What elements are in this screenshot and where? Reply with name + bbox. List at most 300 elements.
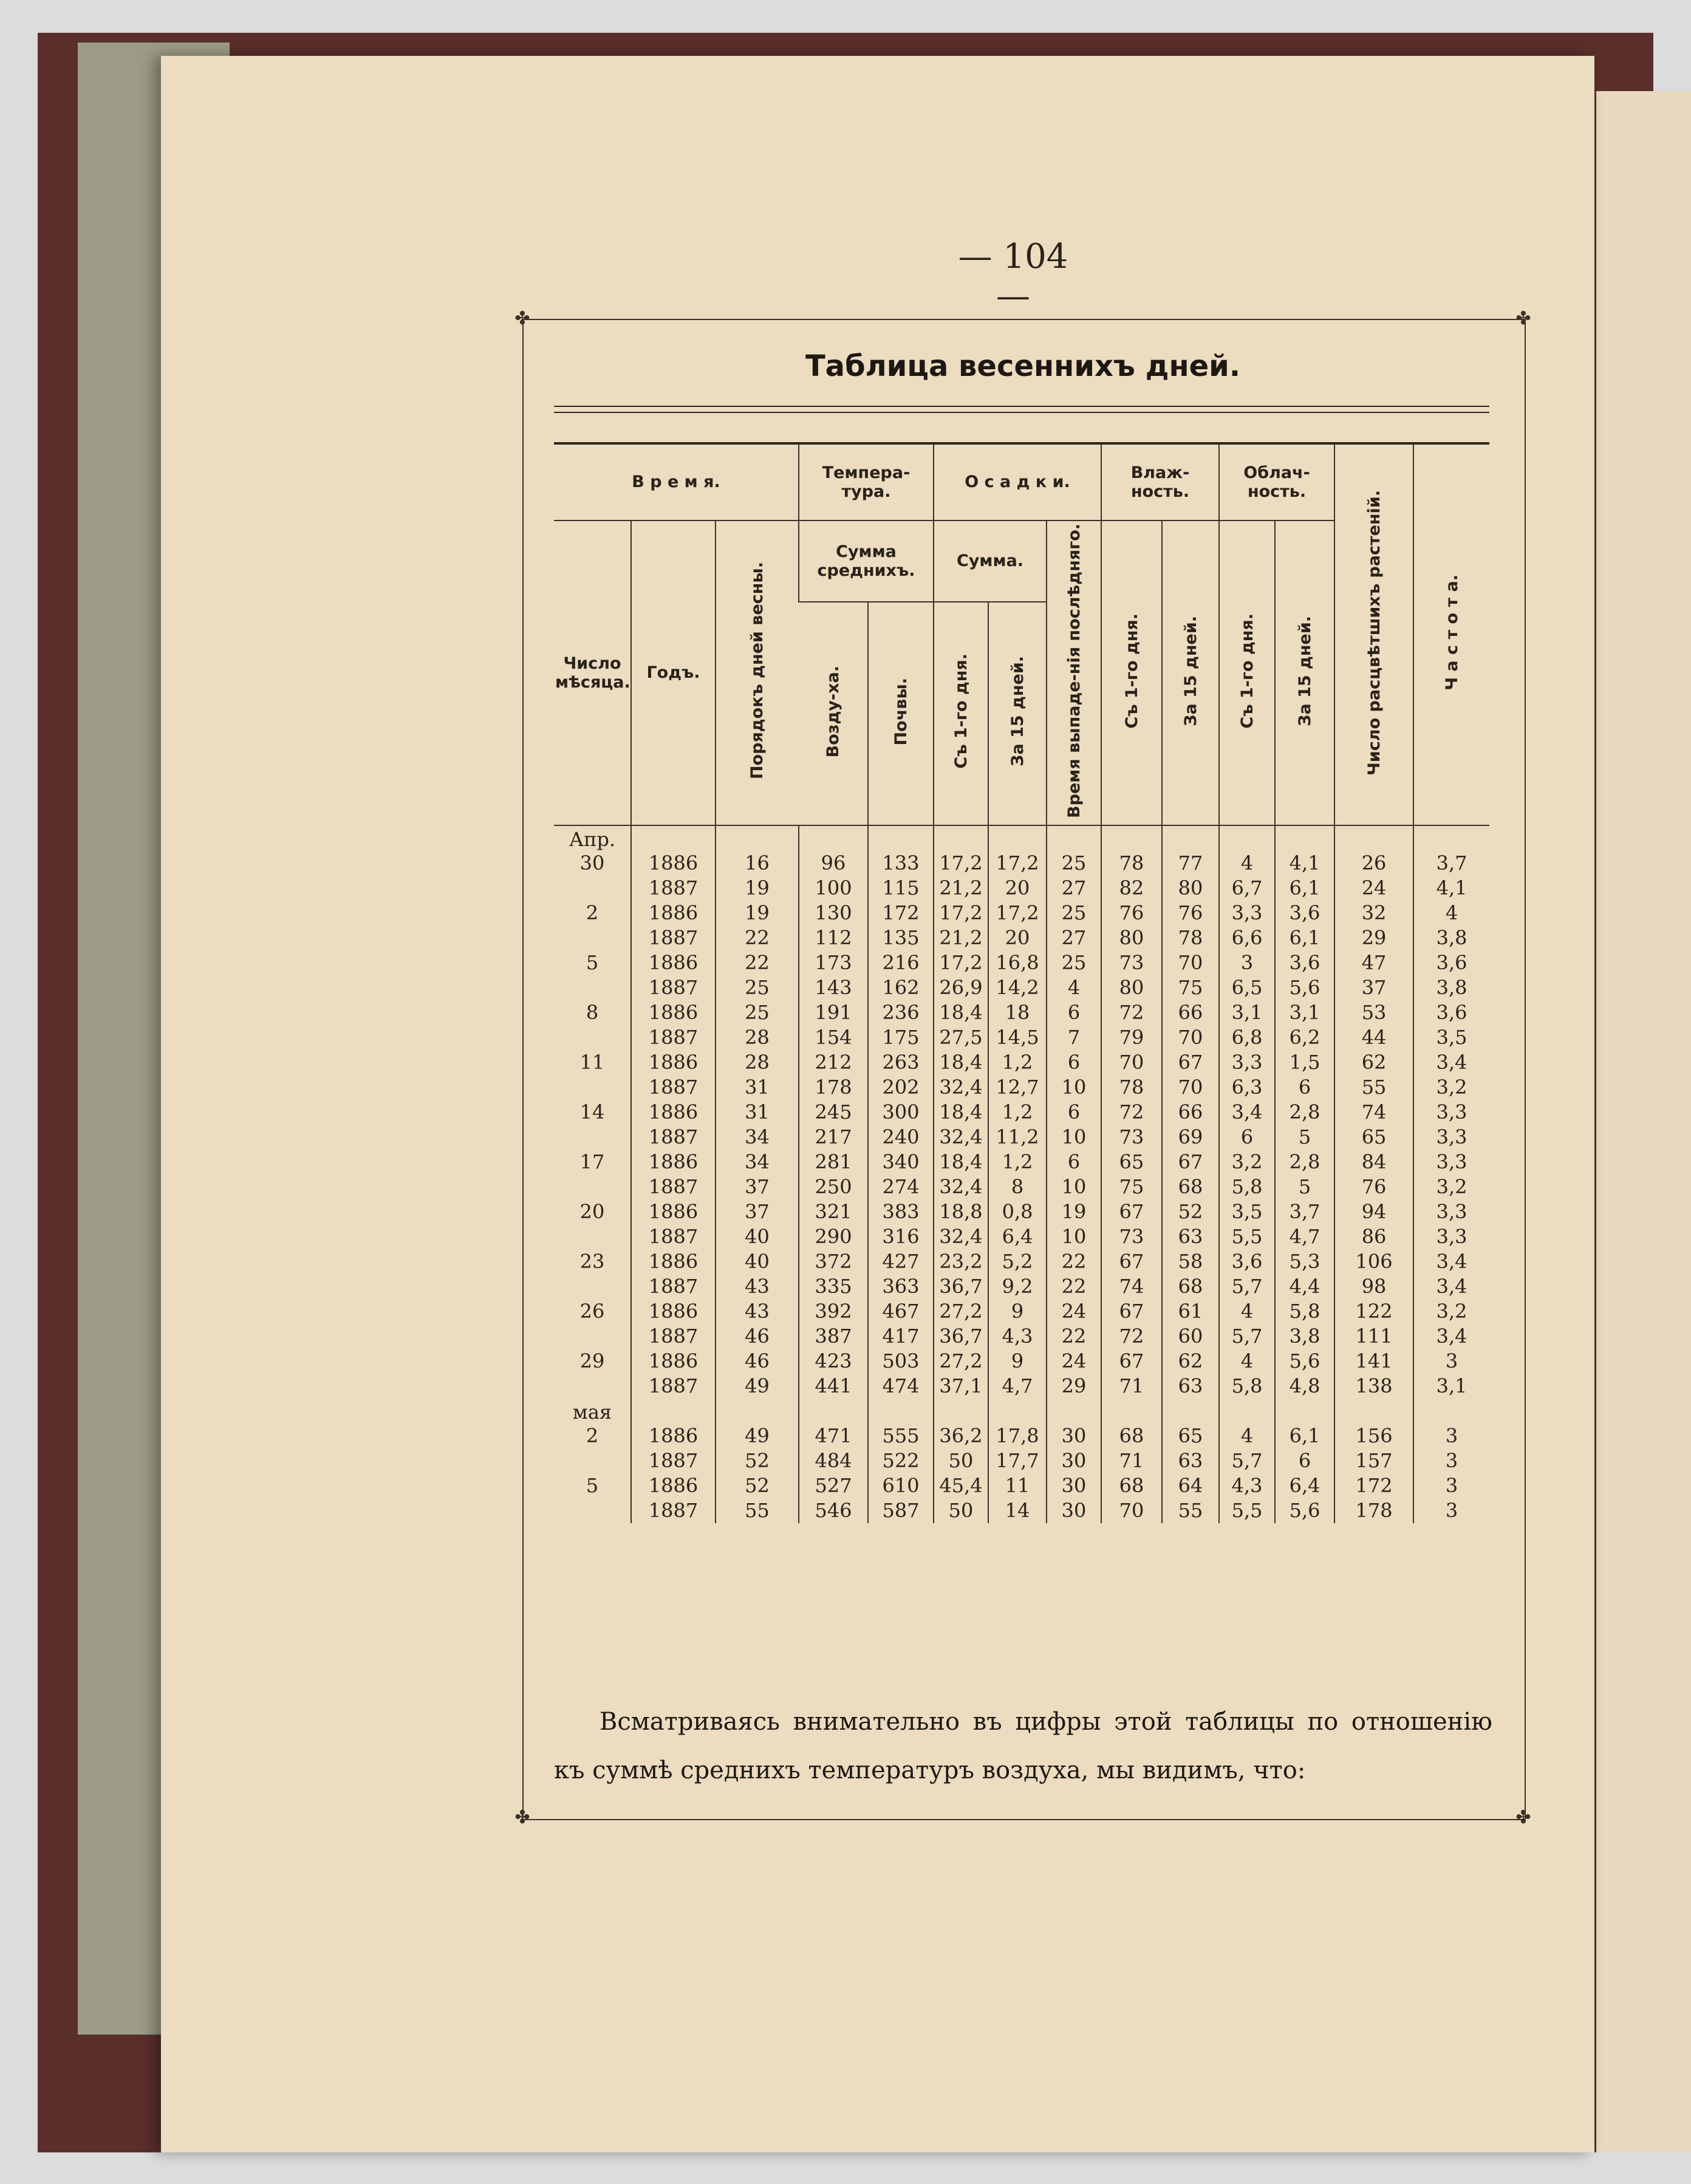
table-cell: 18,4 <box>934 1000 988 1025</box>
table-cell: 14 <box>988 1498 1047 1523</box>
table-cell: 34 <box>716 1150 799 1175</box>
table-cell: 37 <box>716 1175 799 1199</box>
table-cell: 1886 <box>631 1199 716 1224</box>
table-cell: 32,4 <box>934 1175 988 1199</box>
day-cell: 23 <box>579 1250 605 1274</box>
table-cell: 70 <box>1162 1025 1219 1050</box>
table-cell: 5,2 <box>988 1249 1047 1274</box>
table-cell: 3 <box>1413 1473 1489 1498</box>
day-cell: 5 <box>586 1474 599 1498</box>
facing-page <box>1596 91 1691 2152</box>
table-cell <box>1047 825 1101 851</box>
table-cell: 70 <box>1162 1075 1219 1100</box>
table-row <box>554 1498 1489 1523</box>
table-cell: 3,4 <box>1219 1100 1275 1125</box>
table-cell: 17,2 <box>988 901 1047 926</box>
table-row <box>554 1150 1489 1175</box>
table-cell: 72 <box>1101 1324 1162 1349</box>
table-cell <box>1219 1399 1275 1424</box>
table-cell: 0,8 <box>988 1199 1047 1224</box>
table-cell: 3 <box>1413 1349 1489 1374</box>
table-cell: 1886 <box>631 901 716 926</box>
table-cell <box>1101 1399 1162 1424</box>
table-cell: 68 <box>1101 1424 1162 1449</box>
table-cell: 216 <box>868 950 934 975</box>
table-row <box>554 1100 1489 1125</box>
table-cell: 4 <box>1219 1349 1275 1374</box>
table-cell <box>631 1399 716 1424</box>
table-cell: 427 <box>868 1249 934 1274</box>
header-time: В р е м я. <box>554 445 799 520</box>
table-cell <box>1275 825 1334 851</box>
table-cell <box>934 1399 988 1424</box>
table-cell <box>631 825 716 851</box>
table-cell: 281 <box>799 1150 868 1175</box>
table-cell: 67 <box>1101 1199 1162 1224</box>
table-cell: 503 <box>868 1349 934 1374</box>
day-cell: 17 <box>579 1150 605 1174</box>
table-cell: 5,8 <box>1219 1175 1275 1199</box>
table-cell: 2,8 <box>1275 1150 1334 1175</box>
table-cell: 78 <box>1101 1075 1162 1100</box>
table-cell: 156 <box>1334 1424 1413 1449</box>
table-cell: 67 <box>1162 1050 1219 1075</box>
table-cell: 3 <box>1219 950 1275 975</box>
table-cell: 363 <box>868 1274 934 1299</box>
frame-corner-ornament: ✤ <box>514 308 530 329</box>
table-cell: 11 <box>988 1473 1047 1498</box>
table-cell: 32,4 <box>934 1224 988 1249</box>
table-cell: 387 <box>799 1324 868 1349</box>
table-cell: 610 <box>868 1473 934 1498</box>
table-cell: 69 <box>1162 1125 1219 1150</box>
table-cell: 34 <box>716 1125 799 1150</box>
table-cell <box>1101 825 1162 851</box>
table-cell: 4,7 <box>1275 1224 1334 1249</box>
table-cell: 67 <box>1101 1349 1162 1374</box>
header-hum-from-1: Съ 1-го дня. <box>1101 520 1162 825</box>
table-cell: 138 <box>1334 1374 1413 1399</box>
table-cell: 6,3 <box>1219 1075 1275 1100</box>
table-cell: 31 <box>716 1075 799 1100</box>
table-cell: 175 <box>868 1025 934 1050</box>
table-cell: 10 <box>1047 1075 1101 1100</box>
header-precipitation: О с а д к и. <box>934 445 1101 520</box>
table-cell: 3,3 <box>1413 1150 1489 1175</box>
table-cell: 1887 <box>631 876 716 901</box>
table-cell: 3,3 <box>1219 901 1275 926</box>
table-cell: 1887 <box>631 1324 716 1349</box>
table-cell: 23,2 <box>934 1249 988 1274</box>
table-cell: 1,5 <box>1275 1050 1334 1075</box>
table-cell: 6 <box>1219 1125 1275 1150</box>
table-cell: 157 <box>1334 1449 1413 1473</box>
table-cell: 24 <box>1047 1349 1101 1374</box>
table-cell: 1886 <box>631 1100 716 1125</box>
table-cell: 1886 <box>631 950 716 975</box>
table-cell: 471 <box>799 1424 868 1449</box>
table-cell: 130 <box>799 901 868 926</box>
table-cell: 1887 <box>631 1075 716 1100</box>
table-cell: 22 <box>1047 1324 1101 1349</box>
table-cell: 55 <box>716 1498 799 1523</box>
table-row <box>554 1249 1489 1274</box>
table-cell: 3,2 <box>1413 1299 1489 1324</box>
table-cell: 1,2 <box>988 1150 1047 1175</box>
table-cell: 3,2 <box>1413 1075 1489 1100</box>
table-cell: 5,5 <box>1219 1498 1275 1523</box>
table-cell: 1886 <box>631 1473 716 1498</box>
table-cell <box>1413 1399 1489 1424</box>
table-cell: 96 <box>799 851 868 876</box>
table-cell: 141 <box>1334 1349 1413 1374</box>
table-cell: 63 <box>1162 1449 1219 1473</box>
table-cell: 43 <box>716 1274 799 1299</box>
table-cell: 6,4 <box>1275 1473 1334 1498</box>
table-cell: 5,3 <box>1275 1249 1334 1274</box>
table-cell: 3,5 <box>1413 1025 1489 1050</box>
table-cell: 1887 <box>631 1125 716 1150</box>
header-humidity: Влаж-ность. <box>1101 445 1219 520</box>
table-cell: 67 <box>1101 1299 1162 1324</box>
table-cell: 8 <box>988 1175 1047 1199</box>
table-cell: 5,8 <box>1219 1374 1275 1399</box>
table-cell: 3,6 <box>1219 1249 1275 1274</box>
table-cell: 263 <box>868 1050 934 1075</box>
table-cell: 1887 <box>631 1374 716 1399</box>
table-cell: 45,4 <box>934 1473 988 1498</box>
table-cell <box>1275 1399 1334 1424</box>
table-cell: 21,2 <box>934 876 988 901</box>
table-cell: 67 <box>1162 1150 1219 1175</box>
table-cell: 37 <box>1334 975 1413 1000</box>
table-cell: 3,8 <box>1275 1324 1334 1349</box>
table-cell: 6 <box>1047 1050 1101 1075</box>
table-cell: 22 <box>1047 1249 1101 1274</box>
table-cell: 68 <box>1162 1175 1219 1199</box>
table-row <box>554 926 1489 950</box>
table-cell: 555 <box>868 1424 934 1449</box>
table-cell: 3,4 <box>1413 1249 1489 1274</box>
table-cell: 2,8 <box>1275 1100 1334 1125</box>
table-cell: 1886 <box>631 1249 716 1274</box>
table-cell <box>1334 1399 1413 1424</box>
table-cell: 5,8 <box>1275 1299 1334 1324</box>
table-cell: 3,8 <box>1413 926 1489 950</box>
table-cell: 17,2 <box>934 851 988 876</box>
table-cell: 22 <box>716 926 799 950</box>
day-cell <box>554 1025 631 1050</box>
table-cell: 5 <box>1275 1125 1334 1150</box>
table-cell: 65 <box>1162 1424 1219 1449</box>
table-cell: 22 <box>1047 1274 1101 1299</box>
table-row <box>554 1199 1489 1224</box>
table-cell: 76 <box>1101 901 1162 926</box>
table-cell: 5,7 <box>1219 1449 1275 1473</box>
table-cell: 335 <box>799 1274 868 1299</box>
table-cell: 5,6 <box>1275 1498 1334 1523</box>
day-cell <box>554 1324 631 1349</box>
page-number: — 104 — <box>958 237 1068 316</box>
table-cell: 24 <box>1334 876 1413 901</box>
table-cell: 63 <box>1162 1224 1219 1249</box>
table-cell: 25 <box>1047 851 1101 876</box>
table-cell: 6,8 <box>1219 1025 1275 1050</box>
table-cell: 100 <box>799 876 868 901</box>
table-cell: 340 <box>868 1150 934 1175</box>
table-cell: 6,2 <box>1275 1025 1334 1050</box>
table-cell: 9,2 <box>988 1274 1047 1299</box>
table-cell: 62 <box>1334 1050 1413 1075</box>
table-row <box>554 1025 1489 1050</box>
table-cell: 16,8 <box>988 950 1047 975</box>
table-cell: 202 <box>868 1075 934 1100</box>
table-cell: 28 <box>716 1050 799 1075</box>
table-row <box>554 1399 1489 1424</box>
table-cell: 70 <box>1101 1498 1162 1523</box>
table-cell: 5,6 <box>1275 975 1334 1000</box>
header-last-fall: Время выпаде-нія послѣдняго. <box>1047 520 1101 825</box>
table-cell: 6,1 <box>1275 1424 1334 1449</box>
table-cell: 80 <box>1101 975 1162 1000</box>
table-row <box>554 1274 1489 1299</box>
day-cell <box>554 975 631 1000</box>
table-cell: 49 <box>716 1424 799 1449</box>
table-row <box>554 1224 1489 1249</box>
day-cell: 2 <box>586 901 599 925</box>
table-cell: 22 <box>716 950 799 975</box>
table-row <box>554 1175 1489 1199</box>
table-cell <box>1413 825 1489 851</box>
table-cell: 37,1 <box>934 1374 988 1399</box>
table-cell: 484 <box>799 1449 868 1473</box>
table-cell: 10 <box>1047 1125 1101 1150</box>
table-cell: 4,4 <box>1275 1274 1334 1299</box>
table-row <box>554 851 1489 876</box>
table-cell: 58 <box>1162 1249 1219 1274</box>
table-cell: 4,3 <box>988 1324 1047 1349</box>
table-cell: 3 <box>1413 1498 1489 1523</box>
table-cell: 26,9 <box>934 975 988 1000</box>
table-cell: 9 <box>988 1299 1047 1324</box>
table-cell: 70 <box>1101 1050 1162 1075</box>
table-cell: 84 <box>1334 1150 1413 1175</box>
table-cell: 236 <box>868 1000 934 1025</box>
table-cell: 32,4 <box>934 1075 988 1100</box>
table-cell: 3,1 <box>1219 1000 1275 1025</box>
table-cell: 73 <box>1101 1224 1162 1249</box>
table-cell: 43 <box>716 1299 799 1324</box>
table-cell: 162 <box>868 975 934 1000</box>
table-cell: 73 <box>1101 1125 1162 1150</box>
table-cell: 36,7 <box>934 1274 988 1299</box>
table-cell: 474 <box>868 1374 934 1399</box>
table-cell: 78 <box>1162 926 1219 950</box>
table-cell: 6 <box>1047 1100 1101 1125</box>
table-cell: 52 <box>716 1449 799 1473</box>
table-cell: 3,4 <box>1413 1274 1489 1299</box>
table-cell: 115 <box>868 876 934 901</box>
day-cell: 11 <box>579 1051 605 1074</box>
table-cell: 3,1 <box>1413 1374 1489 1399</box>
header-precip-sum: Сумма. <box>934 520 1047 602</box>
table-cell: 6 <box>1047 1150 1101 1175</box>
table-cell: 17,2 <box>934 950 988 975</box>
table-cell: 55 <box>1334 1075 1413 1100</box>
table-cell: 3,6 <box>1413 950 1489 975</box>
table-cell: 30 <box>1047 1473 1101 1498</box>
header-cloudiness: Облач-ность. <box>1219 445 1334 520</box>
table-cell: 1886 <box>631 1050 716 1075</box>
table-cell: 467 <box>868 1299 934 1324</box>
table-cell: 6,1 <box>1275 926 1334 950</box>
table-cell: 21,2 <box>934 926 988 950</box>
table-cell: 1,2 <box>988 1050 1047 1075</box>
table-cell: 77 <box>1162 851 1219 876</box>
header-soil: Почвы. <box>868 602 934 825</box>
table-cell: 3,6 <box>1275 901 1334 926</box>
table-cell: 250 <box>799 1175 868 1199</box>
table-cell: 19 <box>716 876 799 901</box>
table-cell <box>868 825 934 851</box>
table-cell: 4,1 <box>1413 876 1489 901</box>
day-cell: 29 <box>579 1350 605 1373</box>
table-cell: 4 <box>1047 975 1101 1000</box>
frame-corner-ornament: ✤ <box>514 1807 530 1828</box>
table-cell: 5,7 <box>1219 1274 1275 1299</box>
table-cell: 10 <box>1047 1175 1101 1199</box>
table-cell: 44 <box>1334 1025 1413 1050</box>
table-cell: 3,3 <box>1219 1050 1275 1075</box>
table-cell: 527 <box>799 1473 868 1498</box>
day-cell <box>554 1175 631 1199</box>
table-cell <box>716 1399 799 1424</box>
table-cell: 80 <box>1162 876 1219 901</box>
table-cell: 68 <box>1162 1274 1219 1299</box>
header-from-1: Съ 1-го дня. <box>934 602 988 825</box>
table-cell: 1887 <box>631 1224 716 1249</box>
table-cell: 46 <box>716 1324 799 1349</box>
table-cell: 17,8 <box>988 1424 1047 1449</box>
day-cell: 30 <box>579 851 605 875</box>
table-cell: 49 <box>716 1374 799 1399</box>
table-cell: 4 <box>1219 1299 1275 1324</box>
table-cell: 1887 <box>631 1274 716 1299</box>
table-cell: 154 <box>799 1025 868 1050</box>
table-cell <box>934 825 988 851</box>
day-cell: 20 <box>579 1200 605 1224</box>
table-cell: 76 <box>1162 901 1219 926</box>
table-cell: 25 <box>1047 950 1101 975</box>
table-cell <box>1162 825 1219 851</box>
table-cell: 46 <box>716 1349 799 1374</box>
table-cell: 4 <box>1219 1424 1275 1449</box>
table-cell: 3,6 <box>1413 1000 1489 1025</box>
table-cell: 18,4 <box>934 1150 988 1175</box>
table-cell: 1886 <box>631 1349 716 1374</box>
table-cell: 4,1 <box>1275 851 1334 876</box>
header-year: Годъ. <box>631 520 716 825</box>
table-cell: 36,2 <box>934 1424 988 1449</box>
table-row <box>554 975 1489 1000</box>
table-cell: 3,7 <box>1413 851 1489 876</box>
table-cell: 86 <box>1334 1224 1413 1249</box>
table-cell: 62 <box>1162 1349 1219 1374</box>
table-cell: 11,2 <box>988 1125 1047 1150</box>
table-cell: 82 <box>1101 876 1162 901</box>
table-cell: 16 <box>716 851 799 876</box>
table-cell: 6,5 <box>1219 975 1275 1000</box>
table-cell: 240 <box>868 1125 934 1150</box>
table-cell <box>1334 825 1413 851</box>
table-cell: 30 <box>1047 1449 1101 1473</box>
table-cell: 20 <box>988 926 1047 950</box>
table-cell: 1887 <box>631 1498 716 1523</box>
table-row <box>554 901 1489 926</box>
table-cell: 12,7 <box>988 1075 1047 1100</box>
table-cell: 74 <box>1101 1274 1162 1299</box>
table-cell: 3,7 <box>1275 1199 1334 1224</box>
table-cell: 3 <box>1413 1449 1489 1473</box>
table-cell: 4 <box>1219 851 1275 876</box>
table-cell: 27,2 <box>934 1299 988 1324</box>
table-cell: 18 <box>988 1000 1047 1025</box>
table-cell: 3,2 <box>1413 1175 1489 1199</box>
table-cell: 18,4 <box>934 1050 988 1075</box>
table-cell: 19 <box>1047 1199 1101 1224</box>
table-row <box>554 825 1489 851</box>
table-cell <box>799 825 868 851</box>
table-cell: 316 <box>868 1224 934 1249</box>
table-cell: 52 <box>1162 1199 1219 1224</box>
table-cell: 30 <box>1047 1498 1101 1523</box>
table-cell: 29 <box>1047 1374 1101 1399</box>
table-cell: 40 <box>716 1224 799 1249</box>
table-cell: 20 <box>988 876 1047 901</box>
table-cell: 172 <box>868 901 934 926</box>
table-cell: 7 <box>1047 1025 1101 1050</box>
header-order: Порядокъ дней весны. <box>716 520 799 825</box>
table-cell: 27 <box>1047 876 1101 901</box>
table-cell: 3,3 <box>1413 1199 1489 1224</box>
table-cell: 76 <box>1334 1175 1413 1199</box>
table-cell: 9 <box>988 1349 1047 1374</box>
table-row <box>554 1299 1489 1324</box>
table-cell: 1887 <box>631 1025 716 1050</box>
day-cell <box>554 1498 631 1523</box>
table-cell: 71 <box>1101 1374 1162 1399</box>
table-cell: 52 <box>716 1473 799 1498</box>
table-cell: 522 <box>868 1449 934 1473</box>
table-cell: 290 <box>799 1224 868 1249</box>
table-cell: 28 <box>716 1025 799 1050</box>
table-cell: 98 <box>1334 1274 1413 1299</box>
table-cell: 191 <box>799 1000 868 1025</box>
spring-days-table <box>554 445 1489 1523</box>
table-cell: 65 <box>1334 1125 1413 1150</box>
table-cell: 1886 <box>631 851 716 876</box>
paragraph-text: Всматриваясь внимательно въ цифры этой таблицы по отношенію къ суммѣ среднихъ температуръ воздуха, мы видимъ, что: <box>554 1708 1492 1784</box>
table-cell: 36,7 <box>934 1324 988 1349</box>
day-cell: 8 <box>586 1001 599 1025</box>
table-cell: 300 <box>868 1100 934 1125</box>
table-cell: 392 <box>799 1299 868 1324</box>
table-cell: 40 <box>716 1249 799 1274</box>
frame-corner-ornament: ✤ <box>1515 1807 1531 1828</box>
table-cell: 6 <box>1047 1000 1101 1025</box>
table-cell: 6,6 <box>1219 926 1275 950</box>
table-cell <box>988 1399 1047 1424</box>
